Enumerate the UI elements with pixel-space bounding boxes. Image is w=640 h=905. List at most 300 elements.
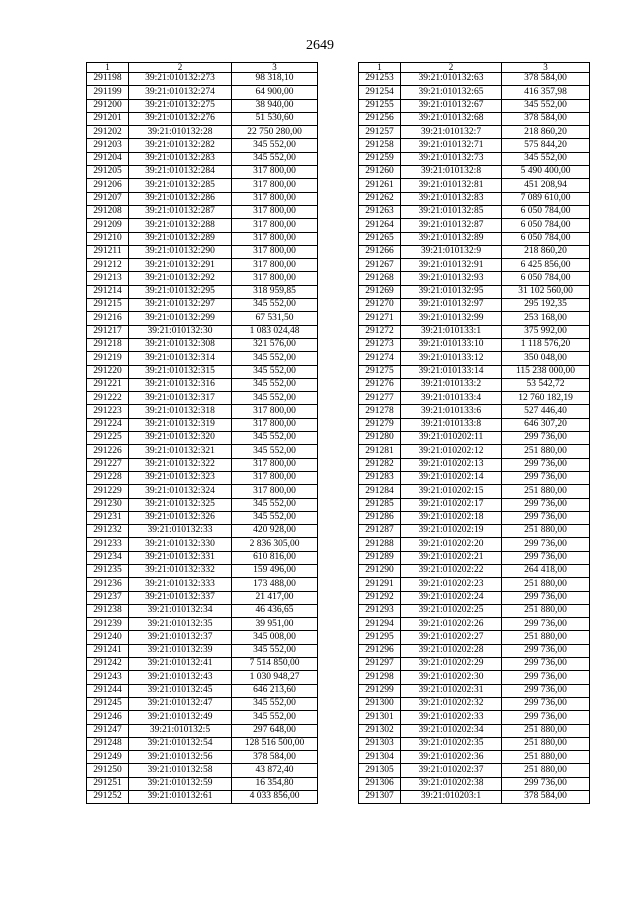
cadastral-number-cell: 39:21:010132:283 bbox=[129, 152, 232, 165]
table-row bbox=[359, 232, 590, 245]
row-number-cell: 291268 bbox=[359, 272, 401, 285]
value-cell: 317 800,00 bbox=[232, 245, 318, 258]
row-number-cell: 291205 bbox=[87, 166, 129, 179]
table-row bbox=[359, 338, 590, 351]
table-row bbox=[359, 259, 590, 272]
row-number-cell: 291252 bbox=[87, 791, 129, 804]
table-row bbox=[359, 152, 590, 165]
table-row bbox=[359, 73, 590, 86]
cadastral-number-cell: 39:21:010132:58 bbox=[129, 764, 232, 777]
cadastral-number-cell: 39:21:010132:323 bbox=[129, 471, 232, 484]
table-row bbox=[87, 126, 318, 139]
cadastral-number-cell: 39:21:010202:23 bbox=[401, 578, 502, 591]
value-cell: 527 446,40 bbox=[502, 405, 590, 418]
value-cell: 299 736,00 bbox=[502, 697, 590, 710]
table-row bbox=[359, 126, 590, 139]
value-cell: 251 880,00 bbox=[502, 751, 590, 764]
row-number-cell: 291285 bbox=[359, 498, 401, 511]
value-cell: 22 750 280,00 bbox=[232, 126, 318, 139]
row-number-cell: 291225 bbox=[87, 432, 129, 445]
cadastral-number-cell: 39:21:010132:291 bbox=[129, 259, 232, 272]
value-cell: 299 736,00 bbox=[502, 591, 590, 604]
table-row bbox=[359, 538, 590, 551]
value-cell: 251 880,00 bbox=[502, 485, 590, 498]
cadastral-number-cell: 39:21:010132:337 bbox=[129, 591, 232, 604]
table-row bbox=[359, 591, 590, 604]
row-number-cell: 291250 bbox=[87, 764, 129, 777]
cadastral-number-cell: 39:21:010132:91 bbox=[401, 259, 502, 272]
row-number-cell: 291203 bbox=[87, 139, 129, 152]
value-cell: 6 050 784,00 bbox=[502, 272, 590, 285]
value-cell: 345 552,00 bbox=[232, 498, 318, 511]
row-number-cell: 291207 bbox=[87, 192, 129, 205]
row-number-cell: 291220 bbox=[87, 365, 129, 378]
value-cell: 16 354,80 bbox=[232, 777, 318, 790]
cadastral-number-cell: 39:21:010132:314 bbox=[129, 352, 232, 365]
cadastral-number-cell: 39:21:010133:2 bbox=[401, 378, 502, 391]
page-number: 2649 bbox=[306, 38, 334, 53]
value-cell: 21 417,00 bbox=[232, 591, 318, 604]
cadastral-number-cell: 39:21:010132:39 bbox=[129, 644, 232, 657]
table-row bbox=[87, 671, 318, 684]
table-row bbox=[359, 618, 590, 631]
cadastral-number-cell: 39:21:010132:87 bbox=[401, 219, 502, 232]
value-cell: 378 584,00 bbox=[502, 73, 590, 86]
table-row bbox=[87, 538, 318, 551]
cadastral-number-cell: 39:21:010132:41 bbox=[129, 658, 232, 671]
row-number-cell: 291287 bbox=[359, 525, 401, 538]
row-number-cell: 291219 bbox=[87, 352, 129, 365]
value-cell: 345 552,00 bbox=[232, 511, 318, 524]
row-number-cell: 291224 bbox=[87, 418, 129, 431]
table-row bbox=[87, 618, 318, 631]
cadastral-number-cell: 39:21:010132:317 bbox=[129, 392, 232, 405]
value-cell: 350 048,00 bbox=[502, 352, 590, 365]
cadastral-number-cell: 39:21:010202:24 bbox=[401, 591, 502, 604]
cadastral-number-cell: 39:21:010132:297 bbox=[129, 299, 232, 312]
row-number-cell: 291297 bbox=[359, 658, 401, 671]
table-row bbox=[87, 272, 318, 285]
row-number-cell: 291293 bbox=[359, 604, 401, 617]
value-cell: 7 089 610,00 bbox=[502, 192, 590, 205]
value-cell: 251 880,00 bbox=[502, 631, 590, 644]
value-cell: 299 736,00 bbox=[502, 777, 590, 790]
row-number-cell: 291206 bbox=[87, 179, 129, 192]
table-row bbox=[359, 564, 590, 577]
table-row bbox=[87, 99, 318, 112]
table-row bbox=[359, 777, 590, 790]
value-cell: 345 552,00 bbox=[232, 365, 318, 378]
row-number-cell: 291260 bbox=[359, 166, 401, 179]
table-row bbox=[87, 338, 318, 351]
value-cell: 2 836 305,00 bbox=[232, 538, 318, 551]
table-row bbox=[87, 325, 318, 338]
cadastral-number-cell: 39:21:010202:31 bbox=[401, 684, 502, 697]
row-number-cell: 291302 bbox=[359, 724, 401, 737]
table-row bbox=[87, 352, 318, 365]
row-number-cell: 291258 bbox=[359, 139, 401, 152]
value-cell: 251 880,00 bbox=[502, 764, 590, 777]
row-number-cell: 291256 bbox=[359, 112, 401, 125]
right-register-table bbox=[358, 62, 590, 804]
cadastral-number-cell: 39:21:010132:34 bbox=[129, 604, 232, 617]
cadastral-number-cell: 39:21:010202:14 bbox=[401, 471, 502, 484]
cadastral-number-cell: 39:21:010132:331 bbox=[129, 551, 232, 564]
row-number-cell: 291275 bbox=[359, 365, 401, 378]
row-number-cell: 291248 bbox=[87, 737, 129, 750]
table-row bbox=[359, 205, 590, 218]
table-row bbox=[87, 166, 318, 179]
value-cell: 345 552,00 bbox=[502, 152, 590, 165]
row-number-cell: 291290 bbox=[359, 564, 401, 577]
table-row bbox=[359, 325, 590, 338]
table-row bbox=[359, 312, 590, 325]
row-number-cell: 291304 bbox=[359, 751, 401, 764]
cadastral-number-cell: 39:21:010132:322 bbox=[129, 458, 232, 471]
value-cell: 575 844,20 bbox=[502, 139, 590, 152]
value-cell: 299 736,00 bbox=[502, 458, 590, 471]
row-number-cell: 291259 bbox=[359, 152, 401, 165]
value-cell: 6 050 784,00 bbox=[502, 219, 590, 232]
row-number-cell: 291214 bbox=[87, 285, 129, 298]
table-row bbox=[87, 73, 318, 86]
row-number-cell: 291200 bbox=[87, 99, 129, 112]
cadastral-number-cell: 39:21:010133:10 bbox=[401, 338, 502, 351]
table-row bbox=[359, 631, 590, 644]
row-number-cell: 291232 bbox=[87, 525, 129, 538]
cadastral-number-cell: 39:21:010132:332 bbox=[129, 564, 232, 577]
table-row bbox=[87, 365, 318, 378]
row-number-cell: 291246 bbox=[87, 711, 129, 724]
row-number-cell: 291253 bbox=[359, 73, 401, 86]
row-number-cell: 291303 bbox=[359, 737, 401, 750]
cadastral-number-cell: 39:21:010132:30 bbox=[129, 325, 232, 338]
value-cell: 251 880,00 bbox=[502, 578, 590, 591]
table-row bbox=[87, 471, 318, 484]
value-cell: 299 736,00 bbox=[502, 711, 590, 724]
cadastral-number-cell: 39:21:010132:93 bbox=[401, 272, 502, 285]
row-number-cell: 291216 bbox=[87, 312, 129, 325]
cadastral-number-cell: 39:21:010202:18 bbox=[401, 511, 502, 524]
cadastral-number-cell: 39:21:010132:287 bbox=[129, 205, 232, 218]
value-cell: 43 872,40 bbox=[232, 764, 318, 777]
table-row bbox=[87, 591, 318, 604]
cadastral-number-cell: 39:21:010132:73 bbox=[401, 152, 502, 165]
cadastral-number-cell: 39:21:010132:333 bbox=[129, 578, 232, 591]
cadastral-number-cell: 39:21:010202:35 bbox=[401, 737, 502, 750]
row-number-cell: 291208 bbox=[87, 205, 129, 218]
table-row bbox=[359, 112, 590, 125]
row-number-cell: 291235 bbox=[87, 564, 129, 577]
cadastral-number-cell: 39:21:010132:292 bbox=[129, 272, 232, 285]
cadastral-number-cell: 39:21:010132:324 bbox=[129, 485, 232, 498]
table-row bbox=[359, 272, 590, 285]
value-cell: 317 800,00 bbox=[232, 232, 318, 245]
row-number-cell: 291286 bbox=[359, 511, 401, 524]
table-row bbox=[359, 498, 590, 511]
row-number-cell: 291199 bbox=[87, 86, 129, 99]
row-number-cell: 291215 bbox=[87, 299, 129, 312]
table-row bbox=[359, 418, 590, 431]
table-row bbox=[359, 352, 590, 365]
table-row bbox=[87, 392, 318, 405]
cadastral-number-cell: 39:21:010203:1 bbox=[401, 791, 502, 804]
value-cell: 264 418,00 bbox=[502, 564, 590, 577]
cadastral-number-cell: 39:21:010132:54 bbox=[129, 737, 232, 750]
value-cell: 31 102 560,00 bbox=[502, 285, 590, 298]
value-cell: 317 800,00 bbox=[232, 166, 318, 179]
cadastral-number-cell: 39:21:010132:282 bbox=[129, 139, 232, 152]
row-number-cell: 291201 bbox=[87, 112, 129, 125]
cadastral-number-cell: 39:21:010132:275 bbox=[129, 99, 232, 112]
table-row bbox=[359, 179, 590, 192]
value-cell: 345 552,00 bbox=[232, 644, 318, 657]
cadastral-number-cell: 39:21:010202:30 bbox=[401, 671, 502, 684]
row-number-cell: 291243 bbox=[87, 671, 129, 684]
row-number-cell: 291238 bbox=[87, 604, 129, 617]
row-number-cell: 291274 bbox=[359, 352, 401, 365]
table-row bbox=[359, 458, 590, 471]
cadastral-number-cell: 39:21:010132:325 bbox=[129, 498, 232, 511]
cadastral-number-cell: 39:21:010132:290 bbox=[129, 245, 232, 258]
row-number-cell: 291228 bbox=[87, 471, 129, 484]
cadastral-number-cell: 39:21:010132:274 bbox=[129, 86, 232, 99]
row-number-cell: 291264 bbox=[359, 219, 401, 232]
cadastral-number-cell: 39:21:010133:14 bbox=[401, 365, 502, 378]
row-number-cell: 291212 bbox=[87, 259, 129, 272]
table-row bbox=[87, 724, 318, 737]
cadastral-number-cell: 39:21:010202:22 bbox=[401, 564, 502, 577]
cadastral-number-cell: 39:21:010132:295 bbox=[129, 285, 232, 298]
value-cell: 420 928,00 bbox=[232, 525, 318, 538]
cadastral-number-cell: 39:21:010132:47 bbox=[129, 697, 232, 710]
value-cell: 299 736,00 bbox=[502, 432, 590, 445]
table-row bbox=[359, 445, 590, 458]
row-number-cell: 291221 bbox=[87, 378, 129, 391]
row-number-cell: 291301 bbox=[359, 711, 401, 724]
value-cell: 299 736,00 bbox=[502, 511, 590, 524]
cadastral-number-cell: 39:21:010133:8 bbox=[401, 418, 502, 431]
row-number-cell: 291265 bbox=[359, 232, 401, 245]
row-number-cell: 291271 bbox=[359, 312, 401, 325]
row-number-cell: 291210 bbox=[87, 232, 129, 245]
table-row bbox=[359, 697, 590, 710]
table-row bbox=[359, 737, 590, 750]
table-row bbox=[359, 551, 590, 564]
row-number-cell: 291213 bbox=[87, 272, 129, 285]
cadastral-number-cell: 39:21:010202:25 bbox=[401, 604, 502, 617]
cadastral-number-cell: 39:21:010132:289 bbox=[129, 232, 232, 245]
value-cell: 46 436,65 bbox=[232, 604, 318, 617]
table-row bbox=[359, 432, 590, 445]
value-cell: 299 736,00 bbox=[502, 671, 590, 684]
table-row bbox=[359, 139, 590, 152]
row-number-cell: 291249 bbox=[87, 751, 129, 764]
value-cell: 1 030 948,27 bbox=[232, 671, 318, 684]
value-cell: 317 800,00 bbox=[232, 179, 318, 192]
value-cell: 345 552,00 bbox=[232, 139, 318, 152]
cadastral-number-cell: 39:21:010132:316 bbox=[129, 378, 232, 391]
cadastral-number-cell: 39:21:010133:6 bbox=[401, 405, 502, 418]
table-row bbox=[87, 564, 318, 577]
row-number-cell: 291239 bbox=[87, 618, 129, 631]
value-cell: 378 584,00 bbox=[502, 791, 590, 804]
table-row bbox=[87, 511, 318, 524]
table-row bbox=[359, 684, 590, 697]
column-header-2: 2 bbox=[129, 63, 232, 73]
cadastral-number-cell: 39:21:010132:299 bbox=[129, 312, 232, 325]
table-row bbox=[359, 86, 590, 99]
cadastral-number-cell: 39:21:010132:8 bbox=[401, 166, 502, 179]
value-cell: 375 992,00 bbox=[502, 325, 590, 338]
value-cell: 345 552,00 bbox=[502, 99, 590, 112]
value-cell: 7 514 850,00 bbox=[232, 658, 318, 671]
table-row bbox=[359, 405, 590, 418]
table-row bbox=[87, 179, 318, 192]
table-row bbox=[87, 711, 318, 724]
value-cell: 317 800,00 bbox=[232, 205, 318, 218]
row-number-cell: 291263 bbox=[359, 205, 401, 218]
table-row bbox=[87, 485, 318, 498]
value-cell: 318 959,85 bbox=[232, 285, 318, 298]
cadastral-number-cell: 39:21:010132:9 bbox=[401, 245, 502, 258]
column-header-1: 1 bbox=[359, 63, 401, 73]
value-cell: 218 860,20 bbox=[502, 245, 590, 258]
value-cell: 251 880,00 bbox=[502, 604, 590, 617]
table-row bbox=[87, 139, 318, 152]
value-cell: 345 008,00 bbox=[232, 631, 318, 644]
table-row bbox=[87, 737, 318, 750]
cadastral-number-cell: 39:21:010132:67 bbox=[401, 99, 502, 112]
value-cell: 251 880,00 bbox=[502, 737, 590, 750]
value-cell: 38 940,00 bbox=[232, 99, 318, 112]
value-cell: 98 318,10 bbox=[232, 73, 318, 86]
table-row bbox=[359, 392, 590, 405]
row-number-cell: 291229 bbox=[87, 485, 129, 498]
value-cell: 378 584,00 bbox=[232, 751, 318, 764]
table-row bbox=[359, 511, 590, 524]
cadastral-number-cell: 39:21:010132:56 bbox=[129, 751, 232, 764]
row-number-cell: 291280 bbox=[359, 432, 401, 445]
cadastral-number-cell: 39:21:010132:285 bbox=[129, 179, 232, 192]
table-row bbox=[359, 471, 590, 484]
table-row bbox=[87, 644, 318, 657]
row-number-cell: 291251 bbox=[87, 777, 129, 790]
table-row bbox=[359, 658, 590, 671]
cadastral-number-cell: 39:21:010202:29 bbox=[401, 658, 502, 671]
row-number-cell: 291233 bbox=[87, 538, 129, 551]
cadastral-number-cell: 39:21:010132:59 bbox=[129, 777, 232, 790]
row-number-cell: 291234 bbox=[87, 551, 129, 564]
table-row bbox=[87, 777, 318, 790]
cadastral-number-cell: 39:21:010132:43 bbox=[129, 671, 232, 684]
row-number-cell: 291294 bbox=[359, 618, 401, 631]
row-number-cell: 291307 bbox=[359, 791, 401, 804]
cadastral-number-cell: 39:21:010132:63 bbox=[401, 73, 502, 86]
table-row bbox=[87, 245, 318, 258]
cadastral-number-cell: 39:21:010132:68 bbox=[401, 112, 502, 125]
cadastral-number-cell: 39:21:010202:37 bbox=[401, 764, 502, 777]
value-cell: 610 816,00 bbox=[232, 551, 318, 564]
value-cell: 253 168,00 bbox=[502, 312, 590, 325]
cadastral-number-cell: 39:21:010132:308 bbox=[129, 338, 232, 351]
value-cell: 345 552,00 bbox=[232, 152, 318, 165]
table-row bbox=[87, 658, 318, 671]
table-row bbox=[359, 365, 590, 378]
cadastral-number-cell: 39:21:010202:33 bbox=[401, 711, 502, 724]
cadastral-number-cell: 39:21:010132:35 bbox=[129, 618, 232, 631]
table-row bbox=[87, 432, 318, 445]
cadastral-number-cell: 39:21:010202:20 bbox=[401, 538, 502, 551]
table-row bbox=[87, 764, 318, 777]
value-cell: 345 552,00 bbox=[232, 445, 318, 458]
table-row bbox=[87, 112, 318, 125]
row-number-cell: 291289 bbox=[359, 551, 401, 564]
value-cell: 115 238 000,00 bbox=[502, 365, 590, 378]
row-number-cell: 291255 bbox=[359, 99, 401, 112]
value-cell: 6 050 784,00 bbox=[502, 232, 590, 245]
row-number-cell: 291245 bbox=[87, 697, 129, 710]
table-row bbox=[359, 378, 590, 391]
row-number-cell: 291237 bbox=[87, 591, 129, 604]
table-row bbox=[359, 671, 590, 684]
row-number-cell: 291279 bbox=[359, 418, 401, 431]
table-row bbox=[87, 232, 318, 245]
table-row bbox=[87, 604, 318, 617]
value-cell: 345 552,00 bbox=[232, 378, 318, 391]
row-number-cell: 291300 bbox=[359, 697, 401, 710]
row-number-cell: 291283 bbox=[359, 471, 401, 484]
cadastral-number-cell: 39:21:010132:83 bbox=[401, 192, 502, 205]
cadastral-number-cell: 39:21:010202:27 bbox=[401, 631, 502, 644]
table-header-row bbox=[87, 63, 318, 73]
value-cell: 299 736,00 bbox=[502, 551, 590, 564]
value-cell: 317 800,00 bbox=[232, 405, 318, 418]
value-cell: 345 552,00 bbox=[232, 711, 318, 724]
cadastral-number-cell: 39:21:010202:17 bbox=[401, 498, 502, 511]
cadastral-number-cell: 39:21:010132:45 bbox=[129, 684, 232, 697]
row-number-cell: 291269 bbox=[359, 285, 401, 298]
table-row bbox=[359, 751, 590, 764]
cadastral-number-cell: 39:21:010132:33 bbox=[129, 525, 232, 538]
value-cell: 12 760 182,19 bbox=[502, 392, 590, 405]
cadastral-number-cell: 39:21:010202:38 bbox=[401, 777, 502, 790]
cadastral-number-cell: 39:21:010132:326 bbox=[129, 511, 232, 524]
table-row bbox=[87, 205, 318, 218]
row-number-cell: 291306 bbox=[359, 777, 401, 790]
cadastral-number-cell: 39:21:010202:28 bbox=[401, 644, 502, 657]
value-cell: 251 880,00 bbox=[502, 525, 590, 538]
value-cell: 317 800,00 bbox=[232, 272, 318, 285]
row-number-cell: 291273 bbox=[359, 338, 401, 351]
cadastral-number-cell: 39:21:010132:288 bbox=[129, 219, 232, 232]
value-cell: 299 736,00 bbox=[502, 538, 590, 551]
value-cell: 6 050 784,00 bbox=[502, 205, 590, 218]
cadastral-number-cell: 39:21:010132:284 bbox=[129, 166, 232, 179]
cadastral-number-cell: 39:21:010133:12 bbox=[401, 352, 502, 365]
column-header-2: 2 bbox=[401, 63, 502, 73]
value-cell: 128 516 500,00 bbox=[232, 737, 318, 750]
value-cell: 251 880,00 bbox=[502, 724, 590, 737]
table-row bbox=[87, 152, 318, 165]
cadastral-number-cell: 39:21:010202:13 bbox=[401, 458, 502, 471]
table-row bbox=[87, 285, 318, 298]
row-number-cell: 291284 bbox=[359, 485, 401, 498]
row-number-cell: 291254 bbox=[359, 86, 401, 99]
cadastral-number-cell: 39:21:010132:318 bbox=[129, 405, 232, 418]
row-number-cell: 291247 bbox=[87, 724, 129, 737]
row-number-cell: 291236 bbox=[87, 578, 129, 591]
